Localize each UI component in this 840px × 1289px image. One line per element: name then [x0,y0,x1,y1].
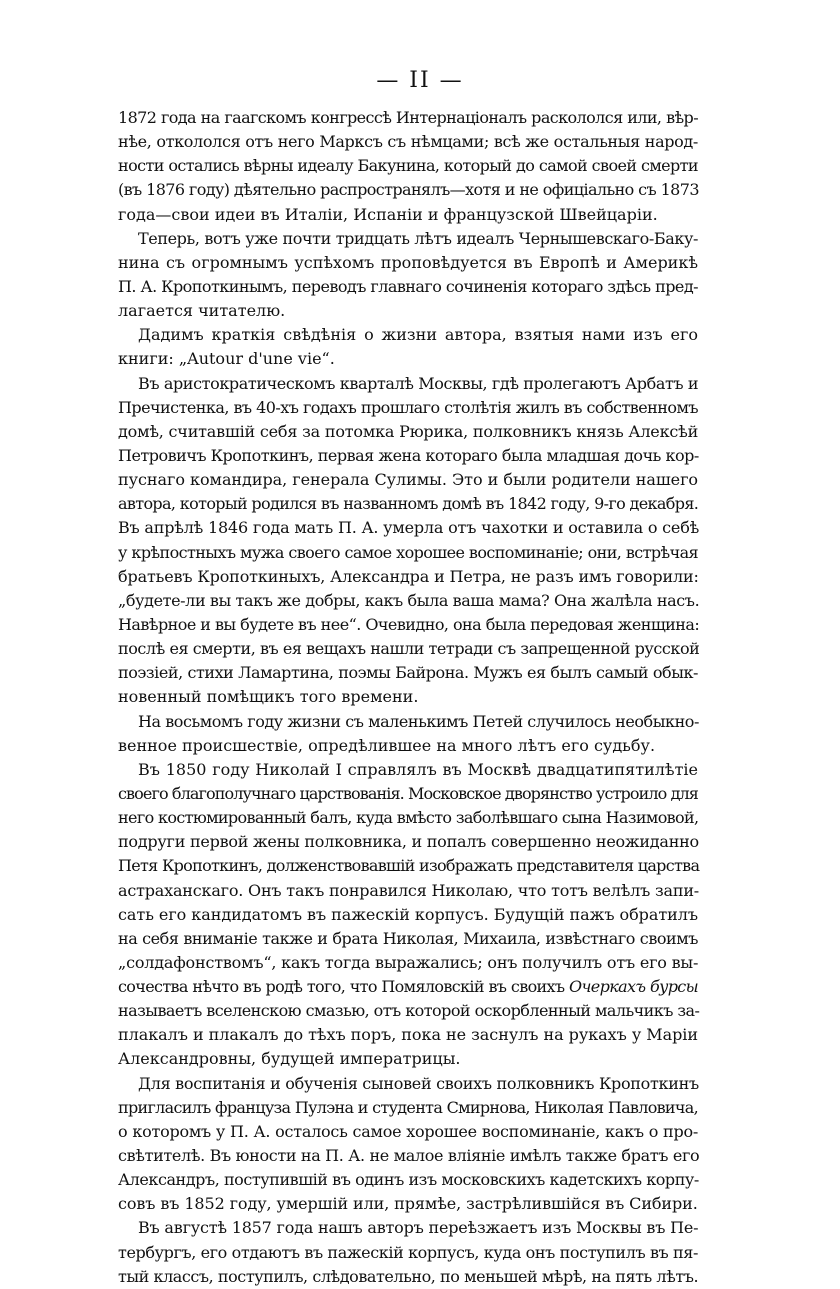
text-line: венное происшествіе, опредѣлившее на много лѣтъ его судьбу. [118,735,656,755]
text-line: Петровичъ Кропоткинъ, первая жена котораго была младшая дочь кор- [118,445,699,465]
paragraph [118,1072,698,1217]
text-line: астраханскаго. Онъ такъ понравился Николаю, что тотъ велѣлъ запи- [118,880,699,900]
text-line: на себя вниманіе также и брата Николая, Михаила, извѣстнаго своимъ [118,928,698,948]
paragraph [118,758,698,1072]
text-line: плакалъ и плакалъ до тѣхъ поръ, пока не заснулъ на рукахъ у Маріи [118,1025,698,1045]
text-line: года—свои идеи въ Италіи, Испаніи и французской Швейцаріи. [118,204,658,224]
text-line: „будете-ли вы такъ же добры, какъ была ваша мама? Она жалѣла насъ. [118,590,700,610]
text-line: Дадимъ краткія свѣдѣнія о жизни автора, взятыя нами изъ его [138,325,698,345]
paragraph [118,227,698,324]
text-line: сать его кандидатомъ въ пажескій корпусъ. Будущій пажъ обратилъ [118,904,698,924]
text-line: Въ аристократическомъ кварталѣ Москвы, гдѣ пролегаютъ Арбатъ и [138,373,699,393]
text-line: Для воспитанія и обученія сыновей своихъ полковникъ Кропоткинъ [138,1073,699,1093]
text-line: Навѣрное и вы будете въ нее“. Очевидно, она была передовая женщина: [118,614,700,634]
paragraph [118,710,698,758]
text-line: На восьмомъ году жизни съ маленькимъ Петей случилось необыкно- [138,711,699,731]
text-line: домѣ, считавшій себя за потомка Рюрика, полковникъ князь Алексѣй [118,421,699,441]
text-line: подруги первой жены полковника, и попалъ совершенно неожиданно [118,832,699,852]
text-line: Александръ, поступившій въ одинъ изъ московскихъ кадетскихъ корпу- [118,1170,699,1190]
text-line: тербургъ, его отдаютъ въ пажескій корпусъ, куда онъ поступилъ въ пя- [118,1242,698,1262]
text-line: о которомъ у П. А. осталось самое хорошее воспоминаніе, какъ о про- [118,1121,698,1141]
paragraph [118,323,698,371]
text-line: совъ въ 1852 году, умершій или, прямѣе, застрѣлившійся въ Сибири. [118,1194,698,1214]
text-line: Пречистенка, въ 40-хъ годахъ прошлаго столѣтія жилъ въ собственномъ [118,397,698,417]
text-line: Въ 1850 году Николай I справлялъ въ Москвѣ двадцатипятилѣтіе [138,759,698,779]
text-line-start: сочества нѣчто въ родѣ того, что Помяловскій въ своихъ [118,977,570,997]
text-line: послѣ ея смерти, въ ея вещахъ нашли тетради съ запрещенной русской [118,639,700,659]
text-line-with-emphasis [118,975,698,999]
text-line: Въ августѣ 1857 года нашъ авторъ переѣзжаетъ изъ Москвы въ Пе- [138,1218,699,1238]
paragraph [118,1216,698,1288]
text-line: ности остались вѣрны идеалу Бакунина, который до самой своей смерти [118,156,698,176]
text-line: Петя Кропоткинъ, долженствовавшій изображать представителя царства [118,856,700,876]
text-line: своего благополучнаго царствованія. Московское дворянство устроило для [118,783,698,803]
text-line: книги: „Autour d'une vie“. [118,349,335,369]
text-line: „солдафонствомъ“, какъ тогда выражались; онъ получилъ отъ его вы- [118,952,699,972]
page-number: — II — [376,68,464,93]
text-line: нѣе, откололся отъ него Марксъ съ нѣмцами; всѣ же остальныя народ- [118,132,698,152]
text-line: пригласилъ француза Пулэна и студента Смирнова, Николая Павловича, [118,1097,698,1117]
text-line: называетъ вселенскою смазью, отъ которой оскорбленный мальчикъ за- [118,1001,700,1021]
book-title-emphasis: Очеркахъ бурсы [569,977,698,997]
text-line: 1872 года на гаагскомъ конгрессѣ Интернаціоналъ раскололся или, вѣр- [118,108,698,127]
text-line: лагается читателю. [118,301,286,321]
text-line: (въ 1876 году) дѣятельно распространялъ—хотя и не офиціально съ 1873 [118,180,699,200]
text-line: автора, который родился въ названномъ домѣ въ 1842 году, 9-го декабря. [118,494,699,514]
text-line: Въ апрѣлѣ 1846 года мать П. А. умерла отъ чахотки и оставила о себѣ [118,518,700,538]
text-line: тый классъ, поступилъ, слѣдовательно, по меньшей мѣрѣ, на пять лѣтъ. [118,1266,699,1286]
text-line: него костюмированный балъ, куда вмѣсто заболѣвшаго сына Назимовой, [118,808,699,828]
text-line: Александровны, будущей императрицы. [118,1049,461,1069]
text-line: поэзіей, стихи Ламартина, поэмы Байрона. Мужъ ея былъ самый обык- [118,663,698,683]
text-line: свѣтителѣ. Въ юности на П. А. не малое вліяніе имѣлъ также братъ его [118,1146,700,1166]
text-line: пуснаго командира, генерала Сулимы. Это и были родители нашего [118,470,698,490]
paragraph [118,372,698,710]
text-line: Теперь, вотъ уже почти тридцать лѣтъ идеалъ Чернышевскаго-Баку- [138,228,698,248]
text-line: нина съ огромнымъ успѣхомъ проповѣдуется въ Европѣ и Америкѣ [118,252,698,272]
text-line: новенный помѣщикъ того времени. [118,687,419,707]
paragraph [118,106,698,227]
text-line: братьевъ Кропоткиныхъ, Александра и Петра, не разъ имъ говорили: [118,566,699,586]
body-text [118,106,698,1289]
text-line: П. А. Кропоткинымъ, переводъ главнаго сочиненія котораго здѣсь пред- [118,276,698,296]
text-line: у крѣпостныхъ мужа своего самое хорошее воспоминаніе; они, встрѣчая [118,542,698,562]
